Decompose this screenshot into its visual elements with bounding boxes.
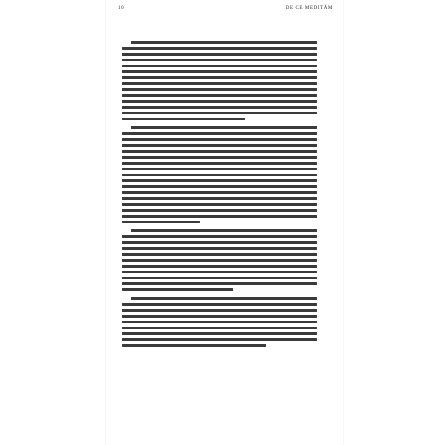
text-line — [122, 138, 317, 141]
text-line — [122, 100, 317, 103]
text-line — [122, 235, 317, 238]
text-line — [122, 150, 317, 153]
text-line — [122, 282, 317, 285]
text-line — [122, 327, 317, 330]
text-line — [122, 321, 317, 324]
text-line — [122, 259, 317, 262]
text-line — [122, 315, 317, 318]
text-line — [122, 265, 317, 268]
running-head-title: DE CE MEDITĂM — [285, 6, 333, 11]
text-line — [122, 106, 317, 109]
text-line — [122, 88, 317, 91]
text-line — [122, 309, 317, 312]
text-line — [122, 70, 317, 73]
text-line — [131, 126, 317, 129]
text-line — [122, 59, 317, 62]
text-line — [122, 179, 317, 182]
text-line — [122, 53, 317, 56]
text-line — [122, 94, 317, 97]
text-line — [122, 221, 200, 224]
text-line — [122, 241, 317, 244]
text-line — [122, 344, 266, 347]
text-line — [122, 118, 245, 121]
text-line — [122, 215, 317, 218]
body-text — [122, 41, 317, 397]
running-head — [118, 6, 333, 16]
text-line — [122, 47, 317, 50]
text-line — [122, 162, 317, 165]
text-line — [122, 288, 233, 291]
text-line — [122, 76, 317, 79]
text-line — [122, 174, 317, 177]
text-line — [122, 303, 317, 306]
text-line — [131, 229, 317, 232]
text-line — [131, 297, 317, 300]
text-line — [122, 332, 317, 335]
text-line — [122, 168, 317, 171]
text-line — [122, 271, 317, 274]
text-line — [131, 41, 317, 44]
text-line — [122, 209, 317, 212]
text-line — [122, 247, 317, 250]
text-line — [122, 191, 317, 194]
text-line — [122, 338, 317, 341]
book-page — [106, 0, 343, 445]
page-number: 10 — [118, 6, 125, 11]
text-line — [122, 156, 317, 159]
text-line — [122, 253, 317, 256]
text-line — [122, 112, 317, 115]
text-line — [122, 277, 317, 280]
text-line — [122, 185, 317, 188]
text-line — [122, 203, 317, 206]
text-line — [122, 197, 317, 200]
text-line — [122, 82, 317, 85]
text-line — [122, 132, 317, 135]
text-line — [122, 144, 317, 147]
text-line — [122, 65, 317, 68]
